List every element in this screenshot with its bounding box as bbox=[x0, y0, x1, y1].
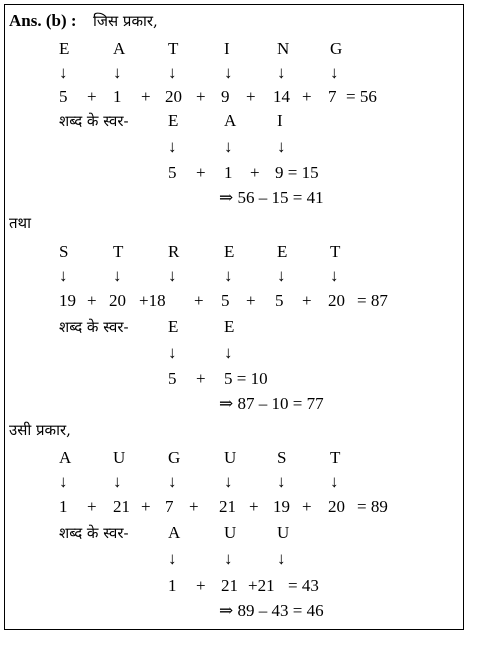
down-arrow-icon: ↓ bbox=[168, 266, 177, 285]
down-arrow-icon: ↓ bbox=[59, 472, 68, 491]
letter: U bbox=[113, 448, 126, 467]
down-arrow-icon: ↓ bbox=[59, 266, 68, 285]
letter: E bbox=[277, 242, 288, 261]
plus-sign: + bbox=[246, 87, 256, 106]
letter: T bbox=[168, 39, 179, 58]
vowel-label: शब्द के स्वर- bbox=[59, 524, 129, 542]
plus-sign: + bbox=[194, 291, 204, 310]
letter: T bbox=[330, 448, 341, 467]
vowel-term: 1 bbox=[224, 163, 233, 182]
intro-text: जिस प्रकार, bbox=[93, 12, 158, 30]
vowel-term: 21 bbox=[221, 576, 238, 595]
down-arrow-icon: ↓ bbox=[224, 343, 233, 362]
plus-sign: + bbox=[189, 497, 199, 516]
vowel-letter: A bbox=[224, 111, 237, 130]
down-arrow-icon: ↓ bbox=[330, 266, 339, 285]
down-arrow-icon: ↓ bbox=[168, 549, 177, 568]
sum-term: 20 bbox=[109, 291, 126, 310]
letter: A bbox=[59, 448, 72, 467]
down-arrow-icon: ↓ bbox=[168, 343, 177, 362]
letter: S bbox=[59, 242, 69, 261]
sum-term: 19 bbox=[59, 291, 76, 310]
result-line: ⇒ 87 – 10 = 77 bbox=[219, 394, 324, 413]
down-arrow-icon: ↓ bbox=[277, 266, 286, 285]
connector-text: उसी प्रकार, bbox=[9, 421, 71, 439]
down-arrow-icon: ↓ bbox=[330, 63, 339, 82]
answer-box bbox=[4, 4, 464, 630]
down-arrow-icon: ↓ bbox=[277, 472, 286, 491]
down-arrow-icon: ↓ bbox=[59, 63, 68, 82]
sum-term: 14 bbox=[273, 87, 290, 106]
plus-sign: + bbox=[196, 87, 206, 106]
sum-term: 7 bbox=[165, 497, 174, 516]
plus-sign: + bbox=[196, 163, 206, 182]
sum-term: 5 bbox=[59, 87, 68, 106]
vowel-letter: E bbox=[224, 317, 235, 336]
sum-term: 1 bbox=[59, 497, 68, 516]
letter: R bbox=[168, 242, 180, 261]
sum-term: 5 bbox=[275, 291, 284, 310]
letter: N bbox=[277, 39, 290, 58]
letter: E bbox=[224, 242, 235, 261]
vowel-letter: A bbox=[168, 523, 181, 542]
sum-term: 21 bbox=[113, 497, 130, 516]
vowel-letter: U bbox=[224, 523, 237, 542]
plus-sign: + bbox=[246, 291, 256, 310]
plus-sign: + bbox=[250, 163, 260, 182]
sum-term: 1 bbox=[113, 87, 122, 106]
vowel-term: 1 bbox=[168, 576, 177, 595]
down-arrow-icon: ↓ bbox=[168, 472, 177, 491]
letter: I bbox=[224, 39, 230, 58]
sum-term: 20 bbox=[328, 291, 345, 310]
sum-term: 5 bbox=[221, 291, 230, 310]
letter: E bbox=[59, 39, 70, 58]
sum-total: = 87 bbox=[357, 291, 388, 310]
vowel-letter: E bbox=[168, 317, 179, 336]
connector-text: तथा bbox=[9, 214, 32, 232]
sum-term: +18 bbox=[139, 291, 166, 310]
down-arrow-icon: ↓ bbox=[224, 549, 233, 568]
plus-sign: + bbox=[141, 497, 151, 516]
vowel-label: शब्द के स्वर- bbox=[59, 318, 129, 336]
vowel-term: 5 bbox=[168, 369, 177, 388]
sum-term: 21 bbox=[219, 497, 236, 516]
down-arrow-icon: ↓ bbox=[224, 266, 233, 285]
down-arrow-icon: ↓ bbox=[330, 472, 339, 491]
down-arrow-icon: ↓ bbox=[224, 137, 233, 156]
sum-total: = 56 bbox=[346, 87, 377, 106]
down-arrow-icon: ↓ bbox=[168, 63, 177, 82]
plus-sign: + bbox=[87, 87, 97, 106]
letter: S bbox=[277, 448, 287, 467]
vowel-letter: E bbox=[168, 111, 179, 130]
plus-sign: + bbox=[302, 87, 312, 106]
sum-term: 9 bbox=[221, 87, 230, 106]
down-arrow-icon: ↓ bbox=[277, 63, 286, 82]
letter: G bbox=[330, 39, 343, 58]
down-arrow-icon: ↓ bbox=[277, 549, 286, 568]
vowel-total: = 43 bbox=[288, 576, 319, 595]
vowel-total: 9 = 15 bbox=[275, 163, 319, 182]
letter: U bbox=[224, 448, 237, 467]
vowel-letter: I bbox=[277, 111, 283, 130]
letter: T bbox=[330, 242, 341, 261]
letter: T bbox=[113, 242, 124, 261]
vowel-letter: U bbox=[277, 523, 290, 542]
vowel-term: +21 bbox=[248, 576, 275, 595]
down-arrow-icon: ↓ bbox=[224, 63, 233, 82]
down-arrow-icon: ↓ bbox=[113, 63, 122, 82]
letter: A bbox=[113, 39, 126, 58]
down-arrow-icon: ↓ bbox=[113, 266, 122, 285]
plus-sign: + bbox=[196, 369, 206, 388]
plus-sign: + bbox=[196, 576, 206, 595]
plus-sign: + bbox=[87, 291, 97, 310]
answer-label: Ans. (b) : bbox=[9, 11, 77, 30]
vowel-total: 5 = 10 bbox=[224, 369, 268, 388]
plus-sign: + bbox=[249, 497, 259, 516]
sum-term: 20 bbox=[328, 497, 345, 516]
plus-sign: + bbox=[302, 291, 312, 310]
result-line: ⇒ 89 – 43 = 46 bbox=[219, 601, 324, 620]
sum-total: = 89 bbox=[357, 497, 388, 516]
down-arrow-icon: ↓ bbox=[224, 472, 233, 491]
letter: G bbox=[168, 448, 181, 467]
plus-sign: + bbox=[302, 497, 312, 516]
result-line: ⇒ 56 – 15 = 41 bbox=[219, 188, 324, 207]
down-arrow-icon: ↓ bbox=[113, 472, 122, 491]
sum-term: 7 bbox=[328, 87, 337, 106]
vowel-label: शब्द के स्वर- bbox=[59, 112, 129, 130]
down-arrow-icon: ↓ bbox=[168, 137, 177, 156]
down-arrow-icon: ↓ bbox=[277, 137, 286, 156]
sum-term: 20 bbox=[165, 87, 182, 106]
plus-sign: + bbox=[141, 87, 151, 106]
vowel-term: 5 bbox=[168, 163, 177, 182]
plus-sign: + bbox=[87, 497, 97, 516]
sum-term: 19 bbox=[273, 497, 290, 516]
